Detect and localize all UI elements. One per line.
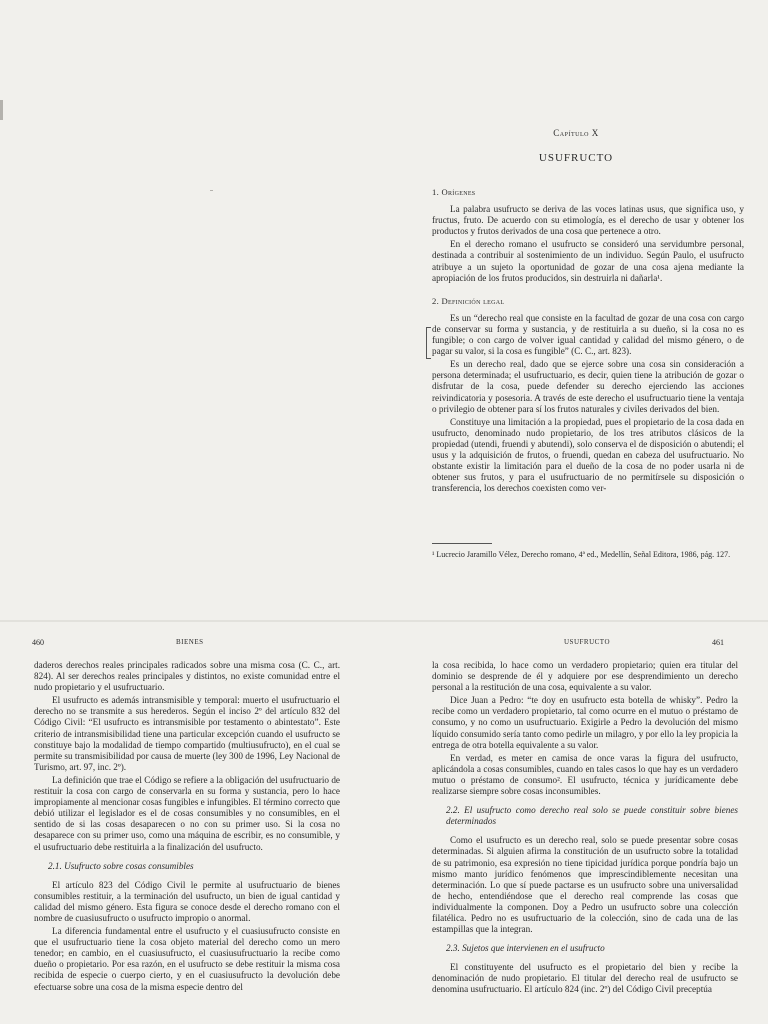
subsection-heading: 2.3. Sujetos que intervienen en el usufructo (446, 943, 605, 954)
paragraph: la cosa recibida, lo hace como un verdadero propietario; quien era titular del dominio se desprende de él y adquiere por ese desprendimiento un derecho personal a la restitución de una cosa, equivalente a su valor. (432, 660, 738, 693)
footnote-rule (432, 543, 492, 544)
paragraph: daderos derechos reales principales radicados sobre una misma cosa (C. C., art. 824). Al ser derechos reales principales y distintos, no existe comunidad entre el nudo propietario y el usufructuario. (34, 660, 340, 693)
paragraph: En el derecho romano el usufructo se consideró una servidumbre personal, destinada a contribuir al sostenimiento de un individuo. Según Paulo, el usufructo atribuye a un sujeto la oportunidad de gozar de una cosa ajena mediante la apropiación de los frutos producidos, sin destruirla ni dañarla¹. (432, 239, 744, 283)
paragraph: La palabra usufructo se deriva de las voces latinas usus, que significa uso, y fructus, fruto. De acuerdo con su etimología, es el derecho de usar y obtener los productos y frutos derivados de una cosa que pertenece a otro. (432, 204, 744, 237)
subsection-heading: 2.1. Usufructo sobre cosas consumibles (48, 860, 194, 871)
paragraph: Como el usufructo es un derecho real, solo se puede presentar sobre cosas determinadas. Si alguien afirma la constitución de un usufructo sobre la totalidad de su patrimonio, esa expresión no tiene tipicidad jurídica porque pondría bajo un mismo manto jurídico fenómenos que imprescindiblemente necesitan una determinación. Lo que sí puede pactarse es un usufructo sobre una universalidad de hecho, entendiéndose que el derecho real comprende las cosas que individualmente la componen. Doy a Pedro un usufructo sobre una colección filatélica. Pedro no es usufructuario de la colección, sino de cada una de las estampillas que la integran. (432, 835, 738, 935)
paragraph: El usufructo es además intransmisible y temporal: muerto el usufructuario el derecho no se transmite a sus herederos. Según el inciso 2º del artículo 832 del Código Civil: “El usufructo es intransmisible por testamento o abintestato”. Este criterio de intransmisibilidad tiene una particular excepción cuando el usufructo se constituye bajo la modalidad de tiempo compartido (multiusufructo), en el cual se permite su transmisibilidad por causa de muerte (ley 300 de 1996, Ley Nacional de Turismo, art. 97, inc. 2º). (34, 695, 340, 772)
page-461-body (432, 660, 738, 998)
paragraph: Es un derecho real, dado que se ejerce sobre una cosa sin consideración a persona determinada; el usufructuario, es decir, quien tiene la atribución de gozar o disfrutar de la cosa, puede defender su derecho ejerciendo las acciones reivindicatoria y posesoria. A través de este derecho el usufructuario tiene la ventaja o privilegio de obtener para sí los frutos naturales y civiles derivados del bien. (432, 359, 744, 414)
section-heading-origins: 1. Orígenes (432, 187, 476, 197)
paragraph: Constituye una limitación a la propiedad, pues el propietario de la cosa dada en usufructo, denominado nudo propietario, de los tres atributos clásicos de la propiedad (utendi, fruendi y abutendi), solo conserva el de disposición o abutendi; el usus y la adquisición de frutos, o fruendi, quedan en cabeza del usufructuario. No obstante existir la limitación para el dueño de la cosa de no poder usarla ni de obtener sus frutos, y para el usufructuario de no permitírsele su disposición o transferencia, los derechos coexisten como ver- (432, 416, 744, 494)
page-461 (384, 622, 768, 1024)
section-heading-legal: 2. Definición legal (432, 295, 505, 306)
paragraph: El constituyente del usufructo es el propietario del bien y recibe la denominación de nudo propietario. El titular del derecho real de usufructo se denomina usufructuario. El artículo 824 (inc. 2º) del Código Civil preceptúa (432, 962, 738, 995)
paragraph: Es un “derecho real que consiste en la facultad de gozar de una cosa con cargo de conservar su forma y sustancia, y de restituirla a su dueño, si la cosa no es fungible; o con cargo de volver igual cantidad y calidad del mismo género, o de pagar su valor, si la cosa es fungible” (C. C., art. 823). (432, 312, 744, 357)
page-460-body (34, 660, 340, 995)
paragraph: La diferencia fundamental entre el usufructo y el cuasiusufructo consiste en que el usufructuario tiene la cosa objeto material del derecho como un mero tenedor; en cambio, en el cuasiusufructo, el cuasiusufructuario la recibe como dueño o propietario. Por esa razón, en el usufructo se debe restituir la misma cosa recibida de especie o cuerpo cierto, y en el cuasiusufructo la devolución debe efectuarse sobre una cosa de la misma especie dentro del (34, 926, 340, 992)
paragraph: En verdad, es meter en camisa de once varas la figura del usufructo, aplicándola a cosas consumibles, cuando en tales casos lo que hay es un verdadero mutuo o préstamo de consumo². El usufructo, técnica y jurídicamente debe realizarse siempre sobre cosas inconsumibles. (432, 752, 738, 797)
chapter-opening-page (384, 0, 768, 620)
scan-mark (0, 100, 3, 120)
page-460 (0, 622, 384, 1024)
blank-page (0, 0, 384, 620)
scan-mark (210, 190, 213, 191)
paragraph: El artículo 823 del Código Civil le permite al usufructuario de bienes consumibles restituir, a la terminación del usufructo, un bien de igual cantidad y calidad del mismo género. Esta figura se conoce desde el derecho romano con el nombre de cuasiusufructo o usufructo impropio o anormal. (34, 879, 340, 923)
chapter-body (432, 178, 744, 496)
subsection-heading: 2.2. El usufructo como derecho real solo se puede constituir sobre bienes determinados (446, 805, 738, 827)
paragraph: La definición que trae el Código se refiere a la obligación del usufructuario de restituir la cosa con cargo de conservarla en su forma y sustancia, pero lo hace impropiamente al mencionar cosas fungibles e infungibles. El término correcto que debió utilizar el legislador es el de cosas consumibles y no consumibles, en el sentido de si las cosas desaparecen o no con su primer uso. Si la cosa no desaparece con su primer uso, como una máquina de escribir, es no consumible, y el usufructuario debe restituirla a la finalización del usufructo. (34, 774, 340, 852)
running-head: USUFRUCTO (564, 638, 610, 646)
page-number: 460 (32, 638, 44, 647)
margin-bracket (426, 327, 431, 359)
running-head: BIENES (176, 638, 204, 646)
paragraph: Dice Juan a Pedro: “te doy en usufructo esta botella de whisky”. Pedro la recibe como un verdadero propietario, tal como ocurre en el mutuo o préstamo de consumo, y no como un usufructuario. Exigirle a Pedro la devolución del mismo líquido consumido sería tanto como pedirle un milagro, y por ello la ley propicia la entrega de otra botella equivalente a su valor. (432, 695, 738, 750)
chapter-title: USUFRUCTO (538, 152, 614, 164)
chapter-label: Capítulo X (553, 128, 599, 138)
page-number: 461 (712, 638, 724, 647)
footnote: ¹ Lucrecio Jaramillo Vélez, Derecho romano, 4ª ed., Medellín, Señal Editora, 1986, pág. 127. (432, 550, 731, 559)
